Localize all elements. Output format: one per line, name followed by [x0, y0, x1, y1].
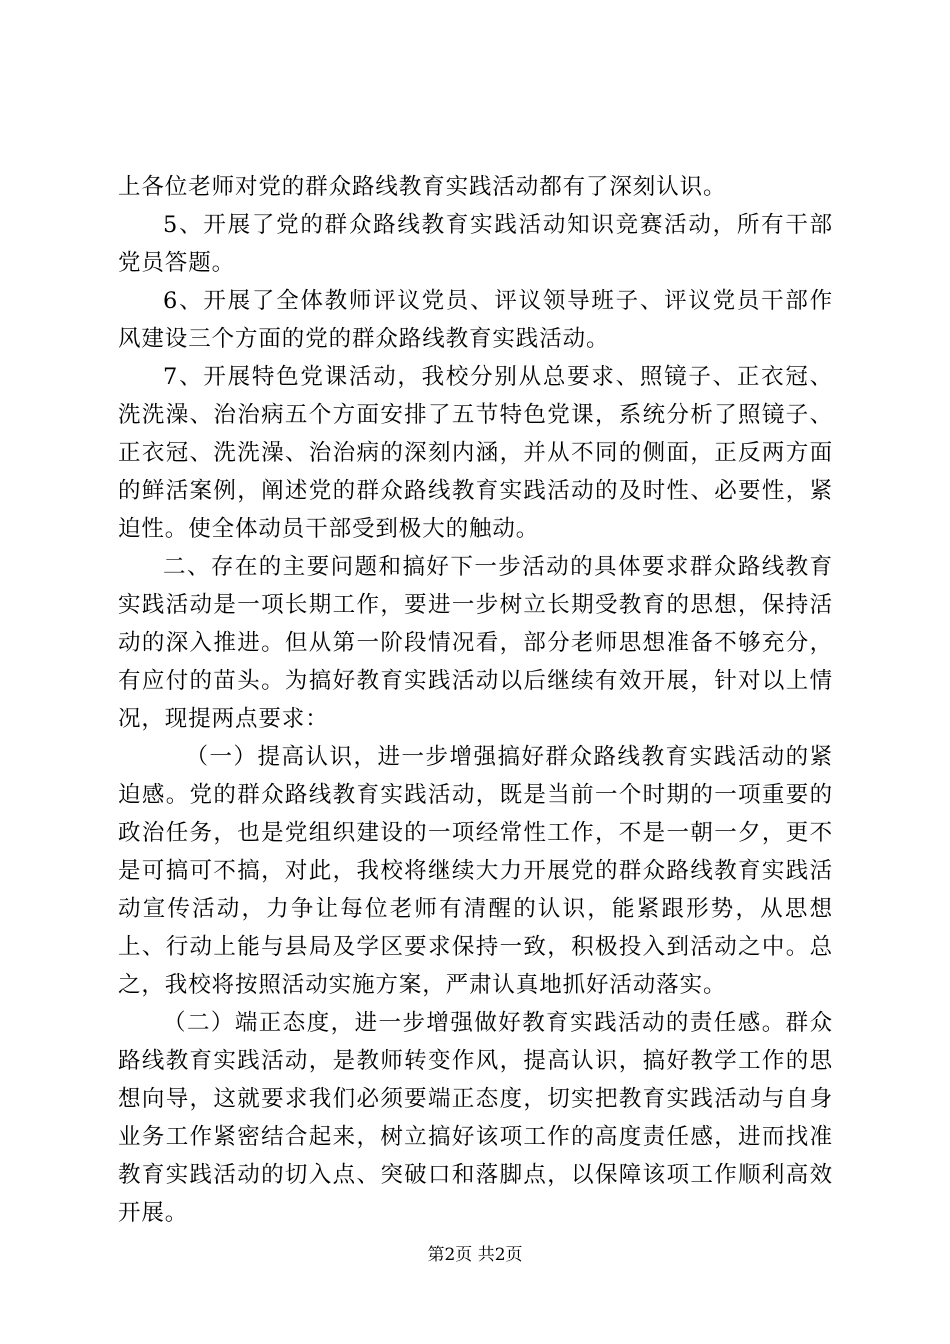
paragraph-requirement-two: （二）端正态度，进一步增强做好教育实践活动的责任感。群众路线教育实践活动，是教师转变作风，提高认识，搞好教学工作的思想向导，这就要求我们必须要端正态度，切实把教育实践活动与自身业务工作紧密结合起来，树立搞好该项工作的高度责任感，进而找准教育实践活动的切入点、突破口和落脚点，以保障该项工作顺利高效开展。 — [118, 1010, 833, 1226]
paragraph-item-7: 7、开展特色党课活动，我校分别从总要求、照镜子、正衣冠、洗洗澡、治治病五个方面安排了五节特色党课，系统分析了照镜子、正衣冠、洗洗澡、治治病的深刻内涵，并从不同的侧面，正反两方面的鲜活案例，阐述党的群众路线教育实践活动的及时性、必要性，紧迫性。使全体动员干部受到极大的触动。 — [118, 364, 833, 542]
paragraph-item-5: 5、开展了党的群众路线教育实践活动知识竞赛活动，所有干部党员答题。 — [118, 212, 833, 276]
paragraph-requirement-one: （一）提高认识，进一步增强搞好群众路线教育实践活动的紧迫感。党的群众路线教育实践活动，既是当前一个时期的一项重要的政治任务，也是党组织建设的一项经常性工作，不是一朝一夕，更不是可搞可不搞，对此，我校将继续大力开展党的群众路线教育实践活动宣传活动，力争让每位老师有清醒的认识，能紧跟形势，从思想上、行动上能与县局及学区要求保持一致，积极投入到活动之中。总之，我校将按照活动实施方案，严肃认真地抓好活动落实。 — [118, 744, 833, 998]
paragraph-item-6: 6、开展了全体教师评议党员、评议领导班子、评议党员干部作风建设三个方面的党的群众路线教育实践活动。 — [118, 288, 833, 352]
document-body — [118, 168, 833, 1232]
paragraph-continuation: 上各位老师对党的群众路线教育实践活动都有了深刻认识。 — [118, 174, 727, 200]
page-footer: 第2页 共2页 — [427, 1245, 523, 1265]
paragraph-section-two: 二、存在的主要问题和搞好下一步活动的具体要求群众路线教育实践活动是一项长期工作，要进一步树立长期受教育的思想，保持活动的深入推进。但从第一阶段情况看，部分老师思想准备不够充分，有应付的苗头。为搞好教育实践活动以后继续有效开展，针对以上情况，现提两点要求： — [118, 554, 833, 732]
